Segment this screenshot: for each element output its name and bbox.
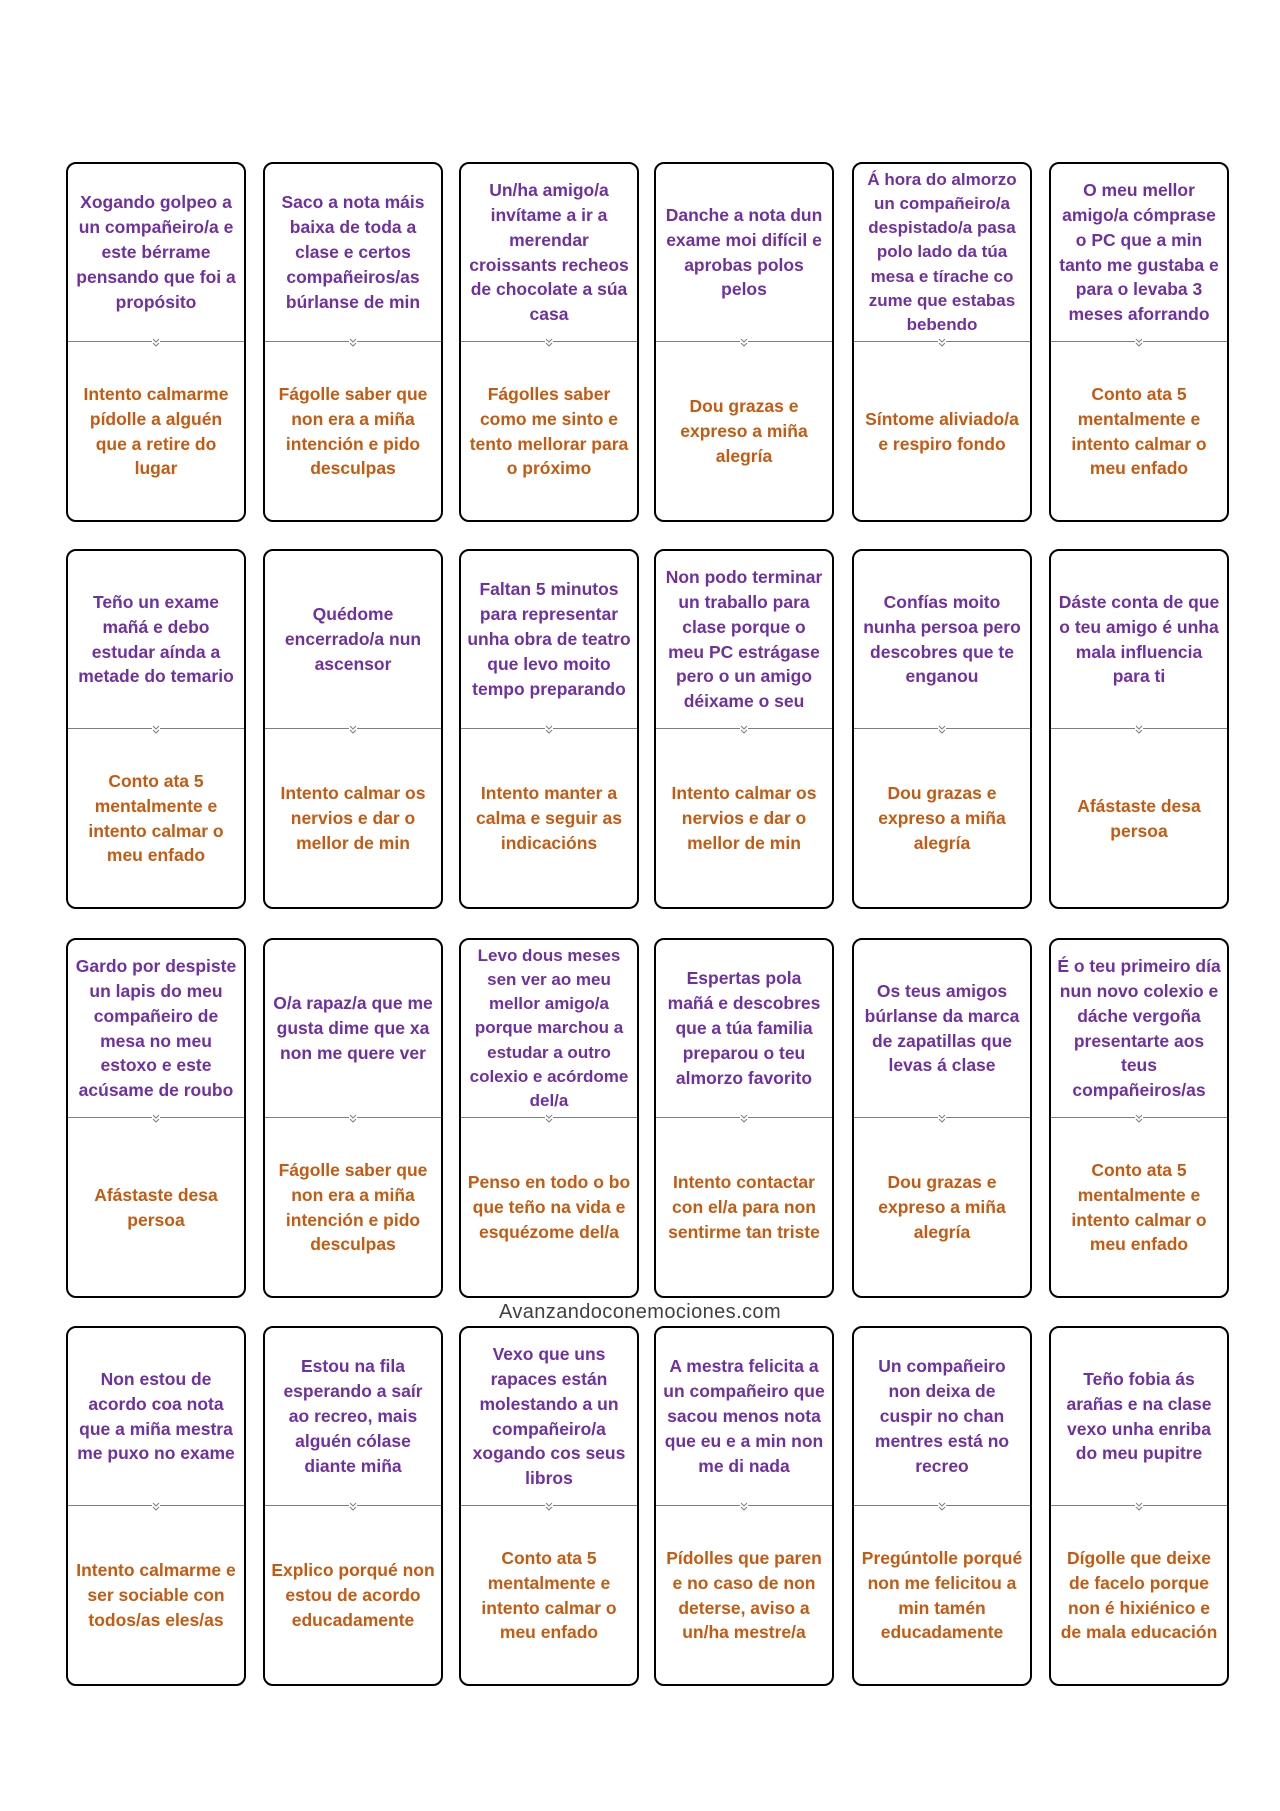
card-divider	[854, 1117, 1030, 1118]
domino-card	[263, 162, 443, 522]
response-text: Pídolles que paren e no caso de non deterse, aviso a un/ha mestre/a	[666, 1547, 822, 1643]
domino-card	[852, 549, 1032, 909]
situation-text: Xogando golpeo a un compañeiro/a e este bérrame pensando que foi a propósito	[76, 192, 236, 312]
response-area	[265, 730, 441, 907]
card-divider	[1051, 728, 1227, 729]
response-text: Intento calmarme e ser sociable con todos/as eles/as	[76, 1560, 236, 1630]
response-area	[1051, 343, 1227, 520]
response-area	[68, 1507, 244, 1684]
response-area	[265, 1507, 441, 1684]
situation-area	[265, 940, 441, 1117]
response-text: Dou grazas e expreso a miña alegría	[878, 783, 1006, 853]
response-area	[68, 730, 244, 907]
situation-area	[461, 940, 637, 1117]
response-area	[854, 343, 1030, 520]
situation-text: O/a rapaz/a que me gusta dime que xa non me quere ver	[273, 993, 433, 1063]
response-area	[656, 343, 832, 520]
situation-area	[68, 164, 244, 341]
situation-area	[656, 1328, 832, 1505]
card-divider	[265, 1117, 441, 1118]
card-divider	[656, 728, 832, 729]
situation-area	[68, 1328, 244, 1505]
situation-area	[1051, 164, 1227, 341]
response-text: Conto ata 5 mentalmente e intento calmar o meu enfado	[1071, 1159, 1207, 1255]
situation-text: Levo dous meses sen ver ao meu mellor amigo/a porque marchou a estudar a outro colexio e acórdome del/a	[469, 946, 629, 1110]
situation-text: Estou na fila esperando a saír ao recreo, mais alguén cólase diante miña	[283, 1356, 423, 1476]
situation-area	[265, 164, 441, 341]
domino-card	[263, 938, 443, 1298]
situation-text: Vexo que uns rapaces están molestando a un compañeiro/a xogando cos seus libros	[472, 1343, 626, 1489]
situation-area	[854, 164, 1030, 341]
situation-area	[1051, 1328, 1227, 1505]
response-text: Afástaste desa persoa	[1077, 795, 1201, 841]
situation-text: Un compañeiro non deixa de cuspir no chan mentres está no recreo	[874, 1356, 1010, 1476]
domino-card	[459, 938, 639, 1298]
response-area	[1051, 1507, 1227, 1684]
card-divider	[1051, 1505, 1227, 1506]
situation-area	[461, 164, 637, 341]
response-text: Intento contactar con el/a para non sentirme tan triste	[668, 1172, 820, 1242]
domino-card	[66, 1326, 246, 1686]
response-text: Dou grazas e expreso a miña alegría	[680, 396, 808, 466]
response-text: Dou grazas e expreso a miña alegría	[878, 1172, 1006, 1242]
domino-card	[263, 549, 443, 909]
card-divider	[461, 1117, 637, 1118]
domino-card	[654, 1326, 834, 1686]
response-area	[265, 1119, 441, 1296]
situation-text: Dáste conta de que o teu amigo é unha mala influencia para ti	[1058, 591, 1220, 687]
response-text: Penso en todo o bo que teño na vida e esquézome del/a	[467, 1172, 631, 1242]
response-area	[656, 1507, 832, 1684]
response-text: Fágolle saber que non era a miña intención e pido desculpas	[278, 1159, 428, 1255]
situation-area	[68, 940, 244, 1117]
domino-card	[852, 1326, 1032, 1686]
card-divider	[68, 341, 244, 342]
domino-card	[263, 1326, 443, 1686]
situation-area	[656, 164, 832, 341]
response-text: Explico porqué non estou de acordo educadamente	[271, 1560, 435, 1630]
response-text: Intento manter a calma e seguir as indicacións	[476, 783, 622, 853]
situation-area	[68, 551, 244, 728]
card-divider	[854, 728, 1030, 729]
domino-card	[1049, 549, 1229, 909]
situation-area	[265, 1328, 441, 1505]
response-area	[265, 343, 441, 520]
response-area	[854, 1119, 1030, 1296]
situation-area	[854, 940, 1030, 1117]
situation-area	[854, 1328, 1030, 1505]
situation-area	[461, 1328, 637, 1505]
situation-text: Saco a nota máis baixa de toda a clase e certos compañeiros/as búrlanse de min	[281, 192, 425, 312]
card-divider	[1051, 341, 1227, 342]
situation-area	[656, 551, 832, 728]
situation-text: Un/ha amigo/a invítame a ir a merendar croissants recheos de chocolate a súa casa	[469, 179, 629, 325]
card-divider	[461, 1505, 637, 1506]
situation-area	[1051, 940, 1227, 1117]
situation-text: A mestra felicita a un compañeiro que sacou menos nota que eu e a min non me di nada	[663, 1356, 825, 1476]
situation-text: Confías moito nunha persoa pero descobres que te enganou	[863, 591, 1021, 687]
situation-text: Á hora do almorzo un compañeiro/a despistado/a pasa polo lado da túa mesa e tírache co zume que estabas bebendo	[867, 170, 1017, 334]
card-divider	[265, 728, 441, 729]
domino-card	[852, 938, 1032, 1298]
response-text: Pregúntolle porqué non me felicitou a min tamén educadamente	[861, 1547, 1023, 1643]
card-divider	[854, 1505, 1030, 1506]
domino-card	[1049, 162, 1229, 522]
response-text: Síntome aliviado/a e respiro fondo	[865, 408, 1019, 454]
situation-area	[656, 940, 832, 1117]
situation-area	[461, 551, 637, 728]
response-text: Conto ata 5 mentalmente e intento calmar o meu enfado	[1071, 383, 1207, 479]
situation-text: Non podo terminar un traballo para clase porque o meu PC estrágase pero o un amigo déixame o seu	[665, 566, 823, 712]
response-area	[461, 1507, 637, 1684]
domino-card	[1049, 1326, 1229, 1686]
domino-card	[66, 549, 246, 909]
response-text: Dígolle que deixe de facelo porque non é hixiénico e de mala educación	[1060, 1547, 1218, 1643]
situation-text: Gardo por despiste un lapis do meu compañeiro de mesa no meu estoxo e este acúsame de roubo	[75, 955, 237, 1101]
response-text: Intento calmar os nervios e dar o mellor de min	[280, 783, 426, 853]
situation-area	[1051, 551, 1227, 728]
domino-card	[459, 549, 639, 909]
card-divider	[265, 1505, 441, 1506]
card-divider	[68, 1505, 244, 1506]
response-area	[854, 730, 1030, 907]
situation-text: Espertas pola mañá e descobres que a túa familia preparou o teu almorzo favorito	[667, 968, 821, 1088]
situation-text: É o teu primeiro día nun novo colexio e dáche vergoña presentarte aos teus compañeiros/as	[1057, 955, 1221, 1101]
response-area	[854, 1507, 1030, 1684]
situation-text: Teño un exame mañá e debo estudar aínda a metade do temario	[78, 591, 234, 687]
domino-card	[459, 1326, 639, 1686]
response-text: Conto ata 5 mentalmente e intento calmar o meu enfado	[481, 1547, 617, 1643]
card-divider	[854, 341, 1030, 342]
response-text: Intento calmar os nervios e dar o mellor de min	[671, 783, 817, 853]
card-divider	[461, 341, 637, 342]
domino-card	[852, 162, 1032, 522]
domino-card	[654, 549, 834, 909]
card-divider	[656, 341, 832, 342]
watermark-text: Avanzandoconemociones.com	[498, 1301, 782, 1323]
response-area	[68, 1119, 244, 1296]
response-text: Fágolle saber que non era a miña intención e pido desculpas	[278, 383, 428, 479]
card-divider	[68, 1117, 244, 1118]
response-text: Fágolles saber como me sinto e tento mellorar para o próximo	[469, 383, 629, 479]
domino-card	[459, 162, 639, 522]
situation-text: Quédome encerrado/a nun ascensor	[284, 604, 422, 674]
response-area	[461, 730, 637, 907]
card-divider	[461, 728, 637, 729]
response-area	[656, 1119, 832, 1296]
card-divider	[68, 728, 244, 729]
situation-text: O meu mellor amigo/a cómprase o PC que a min tanto me gustaba e para o levaba 3 meses aforrando	[1059, 179, 1219, 325]
domino-card	[66, 162, 246, 522]
response-text: Conto ata 5 mentalmente e intento calmar o meu enfado	[88, 770, 224, 866]
response-text: Afástaste desa persoa	[94, 1184, 218, 1230]
response-area	[461, 343, 637, 520]
situation-text: Faltan 5 minutos para representar unha obra de teatro que levo moito tempo preparando	[467, 579, 631, 699]
response-area	[1051, 1119, 1227, 1296]
situation-text: Os teus amigos búrlanse da marca de zapatillas que levas á clase	[864, 980, 1020, 1076]
domino-card	[1049, 938, 1229, 1298]
situation-text: Danche a nota dun exame moi difícil e aprobas polos pelos	[665, 204, 823, 300]
card-divider	[656, 1505, 832, 1506]
response-area	[656, 730, 832, 907]
situation-text: Non estou de acordo coa nota que a miña mestra me puxo no exame	[77, 1368, 235, 1464]
domino-card	[654, 162, 834, 522]
card-divider	[656, 1117, 832, 1118]
card-divider	[1051, 1117, 1227, 1118]
card-divider	[265, 341, 441, 342]
domino-card	[654, 938, 834, 1298]
domino-card	[66, 938, 246, 1298]
response-area	[68, 343, 244, 520]
situation-area	[265, 551, 441, 728]
response-text: Intento calmarme pídolle a alguén que a retire do lugar	[83, 383, 229, 479]
situation-area	[854, 551, 1030, 728]
response-area	[461, 1119, 637, 1296]
situation-text: Teño fobia ás arañas e na clase vexo unha enriba do meu pupitre	[1066, 1368, 1212, 1464]
response-area	[1051, 730, 1227, 907]
